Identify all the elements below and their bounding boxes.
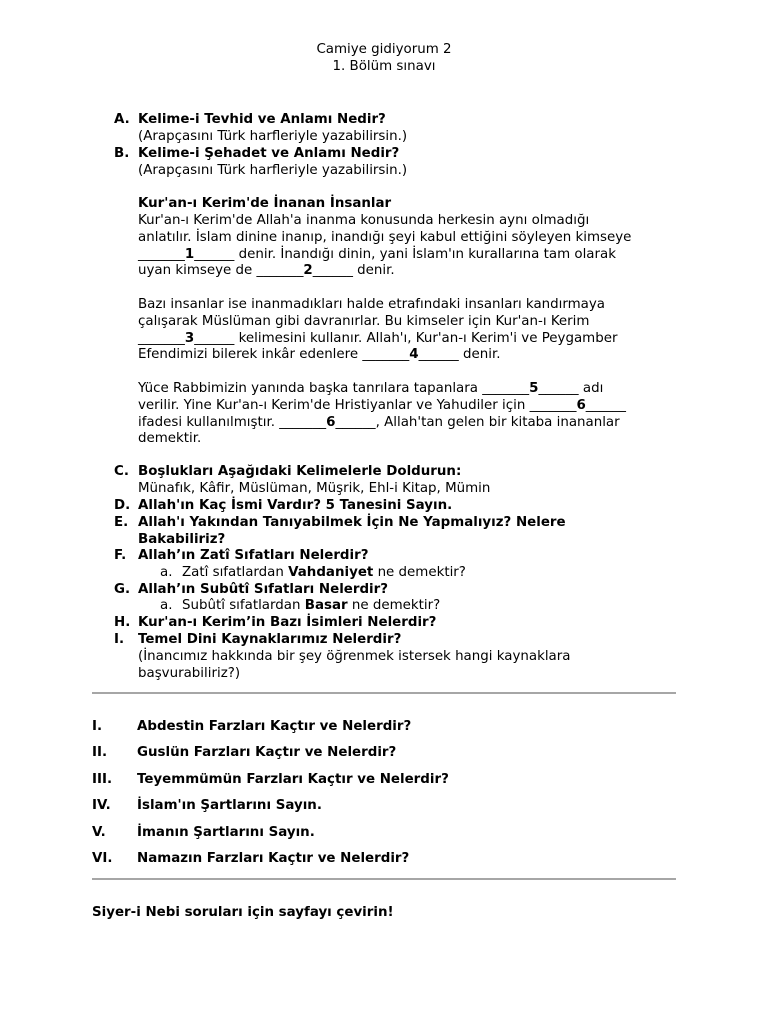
question-marker: I.: [114, 632, 125, 647]
text-line: Kur'an-ı Kerim'de Allah'a inanma konusunda herkesin aynı olmadığı: [138, 213, 590, 228]
roman-number: IV.: [92, 798, 111, 813]
page-title: Camiye gidiyorum 2: [316, 42, 452, 57]
question-note-line: (İnancımız hakkında bir şey öğrenmek istersek hangi kaynaklara: [138, 648, 571, 664]
sub-question-f-a: [160, 565, 660, 582]
blank-number: 5: [529, 381, 539, 396]
roman-number: V.: [92, 825, 106, 840]
question-title: Allah’ın Zatî Sıfatları Nelerdir?: [138, 548, 369, 563]
text-line: ifadesi kullanılmıştır. _______6______, Allah'tan gelen bir kitaba inananlar: [138, 414, 620, 430]
question-marker: D.: [114, 498, 131, 513]
question-title: Allah'ın Kaç İsmi Vardır? 5 Tanesini Sayın.: [138, 498, 453, 513]
question-note: (Arapçasını Türk harfleriyle yazabilirsin.): [138, 162, 408, 178]
question-a: [114, 112, 674, 146]
text-line: _______1______ denir. İnandığı dinin, yani İslam'ın kurallarına tam olarak: [138, 246, 616, 262]
text-line: anlatılır. İslam dinine inanıp, inandığı şeyi kabul ettiğini söyleyen kimseye: [138, 229, 632, 245]
question-title-line: Allah'ı Yakından Tanıyabilmek İçin Ne Yapmalıyız? Nelere: [138, 515, 566, 530]
question-g: [114, 582, 674, 599]
question-c: [114, 464, 674, 498]
blank-number: 6: [326, 414, 336, 430]
question-marker: G.: [114, 582, 131, 597]
roman-question: İslam'ın Şartlarını Sayın.: [137, 798, 322, 813]
reading-heading: Kur'an-ı Kerim'de İnanan İnsanlar: [138, 196, 392, 211]
blank-number: 2: [303, 263, 313, 279]
sub-marker: a.: [160, 598, 173, 613]
reading-paragraph-3: [138, 381, 674, 448]
text-line: demektir.: [138, 431, 202, 447]
text-fragment: ifadesi kullanılmıştır.: [138, 414, 275, 430]
question-title: Kelime-i Şehadet ve Anlamı Nedir?: [138, 146, 400, 161]
text-fragment: uyan kimseye de: [138, 263, 253, 279]
question-marker: A.: [114, 112, 130, 127]
text-fragment: denir.: [357, 263, 395, 279]
sub-question-g-a: [160, 598, 660, 615]
text-fragment: denir. İnandığı dinin, yani İslam'ın kurallarına tam olarak: [238, 246, 616, 262]
question-note-line: başvurabiliriz?): [138, 665, 241, 681]
roman-question: Abdestin Farzları Kaçtır ve Nelerdir?: [137, 719, 412, 734]
question-note: (Arapçasını Türk harfleriyle yazabilirsin.): [138, 128, 408, 144]
text-fragment: adı: [582, 381, 604, 396]
question-f: [114, 548, 674, 565]
roman-number: III.: [92, 772, 113, 787]
question-d: [114, 498, 674, 515]
roman-number: II.: [92, 745, 108, 760]
text-fragment: Zatî sıfatlardan: [182, 565, 284, 580]
text-line: _______3______ kelimesini kullanır. Allah'ı, Kur'an-ı Kerim'i ve Peygamber: [138, 330, 618, 346]
question-marker: C.: [114, 464, 129, 479]
reading-paragraph-2: [138, 297, 674, 364]
keyword: Basar: [304, 598, 348, 613]
roman-number: I.: [92, 719, 103, 734]
text-fragment: verilir. Yine Kur'an-ı Kerim'de Hristiyanlar ve Yahudiler için: [138, 397, 526, 413]
page-subtitle: 1. Bölüm sınavı: [332, 59, 436, 74]
question-title-line: Bakabiliriz?: [138, 531, 226, 547]
text-line: Bazı insanlar ise inanmadıkları halde etrafındaki insanları kandırmaya: [138, 297, 606, 312]
text-fragment: Efendimizi bilerek inkâr edenlere: [138, 347, 359, 363]
roman-question: Teyemmümün Farzları Kaçtır ve Nelerdir?: [137, 772, 449, 787]
roman-question: İmanın Şartlarını Sayın.: [137, 825, 315, 840]
roman-question: Namazın Farzları Kaçtır ve Nelerdir?: [137, 851, 410, 866]
question-title: Temel Dini Kaynaklarımız Nelerdir?: [138, 632, 402, 647]
keyword: Vahdaniyet: [288, 565, 374, 580]
word-list: Münafık, Kâfir, Müslüman, Müşrik, Ehl-i Kitap, Mümin: [138, 480, 491, 496]
footer-note: Siyer-i Nebi soruları için sayfayı çevirin!: [92, 905, 394, 920]
text-fragment: ne demektir?: [377, 565, 466, 580]
divider: [92, 692, 676, 694]
text-line: verilir. Yine Kur'an-ı Kerim'de Hristiyanlar ve Yahudiler için _______6______: [138, 397, 626, 413]
divider: [92, 878, 676, 880]
text-line: uyan kimseye de _______2______ denir.: [138, 263, 395, 279]
blank-number: 1: [184, 246, 195, 262]
question-title: Kur'an-ı Kerim’in Bazı İsimleri Nelerdir?: [138, 615, 437, 630]
text-fragment: kelimesini kullanır. Allah'ı, Kur'an-ı Kerim'i ve Peygamber: [238, 330, 618, 346]
text-fragment: , Allah'tan gelen bir kitaba inananlar: [375, 414, 620, 430]
question-b: [114, 146, 674, 180]
text-line: Efendimizi bilerek inkâr edenlere _______4______ denir.: [138, 347, 501, 363]
question-marker: F.: [114, 548, 127, 563]
question-marker: B.: [114, 146, 130, 161]
question-title: Boşlukları Aşağıdaki Kelimelerle Doldurun:: [138, 464, 462, 479]
blank-number: 6: [576, 397, 586, 413]
blank-number: 3: [184, 330, 195, 346]
text-fragment: Yüce Rabbimizin yanında başka tanrılara tapanlara: [138, 381, 478, 396]
text-fragment: denir.: [463, 347, 501, 363]
blank-number: 4: [409, 347, 419, 363]
sub-marker: a.: [160, 565, 173, 580]
question-h: [114, 615, 674, 632]
question-i: [114, 632, 674, 682]
question-title: Kelime-i Tevhid ve Anlamı Nedir?: [138, 112, 386, 127]
text-line: Yüce Rabbimizin yanında başka tanrılara tapanlara _______5______ adı: [138, 381, 604, 396]
text-fragment: ne demektir?: [351, 598, 441, 613]
roman-number: VI.: [92, 851, 113, 866]
reading-paragraph-1: [138, 213, 674, 280]
question-title: Allah’ın Subûtî Sıfatları Nelerdir?: [138, 582, 389, 597]
text-line: çalışarak Müslüman gibi davranırlar. Bu kimseler için Kur'an-ı Kerim: [138, 313, 590, 329]
text-fragment: Subûtî sıfatlardan: [182, 598, 301, 613]
roman-question: Guslün Farzları Kaçtır ve Nelerdir?: [137, 745, 397, 760]
question-marker: H.: [114, 615, 131, 630]
question-marker: E.: [114, 515, 129, 530]
question-e: [114, 515, 674, 549]
